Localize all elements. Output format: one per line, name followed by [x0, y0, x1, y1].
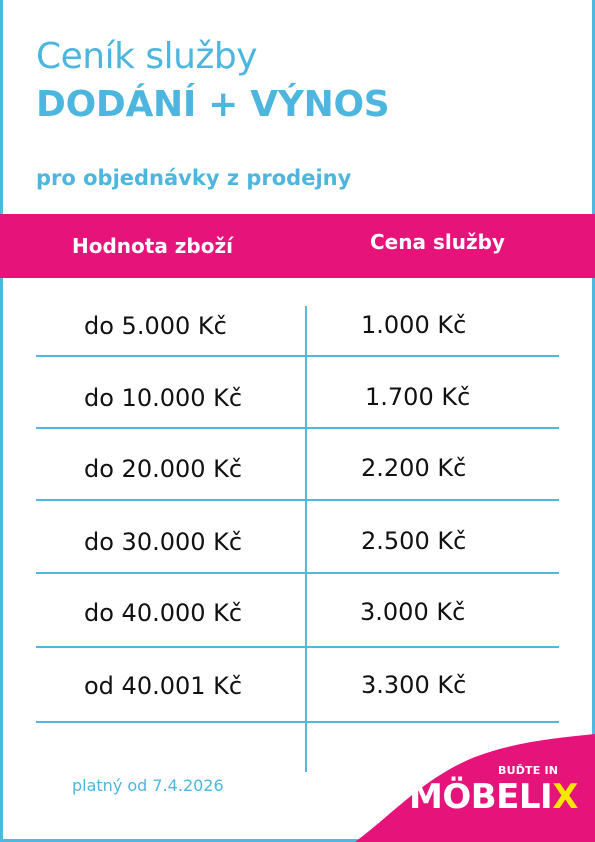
row-1-value: do 5.000 Kč — [84, 312, 227, 340]
table-header-bar — [0, 214, 595, 278]
row-separator — [36, 572, 559, 574]
row-6-value: od 40.001 Kč — [84, 672, 243, 700]
row-2-value: do 10.000 Kč — [84, 384, 243, 412]
row-2-price: 1.700 Kč — [365, 383, 471, 411]
row-6-price: 3.300 Kč — [361, 671, 467, 699]
row-separator — [36, 355, 559, 357]
brand-name-main: MÖBELI — [409, 777, 553, 817]
row-5-value: do 40.000 Kč — [84, 599, 243, 627]
column-header-goods-value: Hodnota zboží — [72, 234, 233, 258]
row-separator — [36, 427, 559, 429]
row-4-price: 2.500 Kč — [361, 527, 467, 555]
row-4-value: do 30.000 Kč — [84, 528, 243, 556]
validity-note: platný od 7.4.2026 — [72, 776, 224, 795]
column-header-service-price: Cena služby — [370, 230, 505, 254]
sheet-border-left — [0, 0, 3, 842]
row-separator — [36, 721, 559, 723]
brand-tagline: BUĎTE IN — [498, 764, 559, 777]
column-divider — [305, 306, 307, 772]
row-3-price: 2.200 Kč — [361, 454, 467, 482]
page-subtitle: pro objednávky z prodejny — [36, 166, 352, 190]
page-title-line1: Ceník služby — [36, 36, 258, 77]
brand-name-x: X — [552, 777, 578, 817]
row-5-price: 3.000 Kč — [360, 598, 466, 626]
row-separator — [36, 499, 559, 501]
page-title-line2: DODÁNÍ + VÝNOS — [36, 84, 390, 125]
row-3-value: do 20.000 Kč — [84, 455, 243, 483]
row-separator — [36, 646, 559, 648]
brand-logo — [409, 777, 578, 817]
row-1-price: 1.000 Kč — [361, 311, 467, 339]
